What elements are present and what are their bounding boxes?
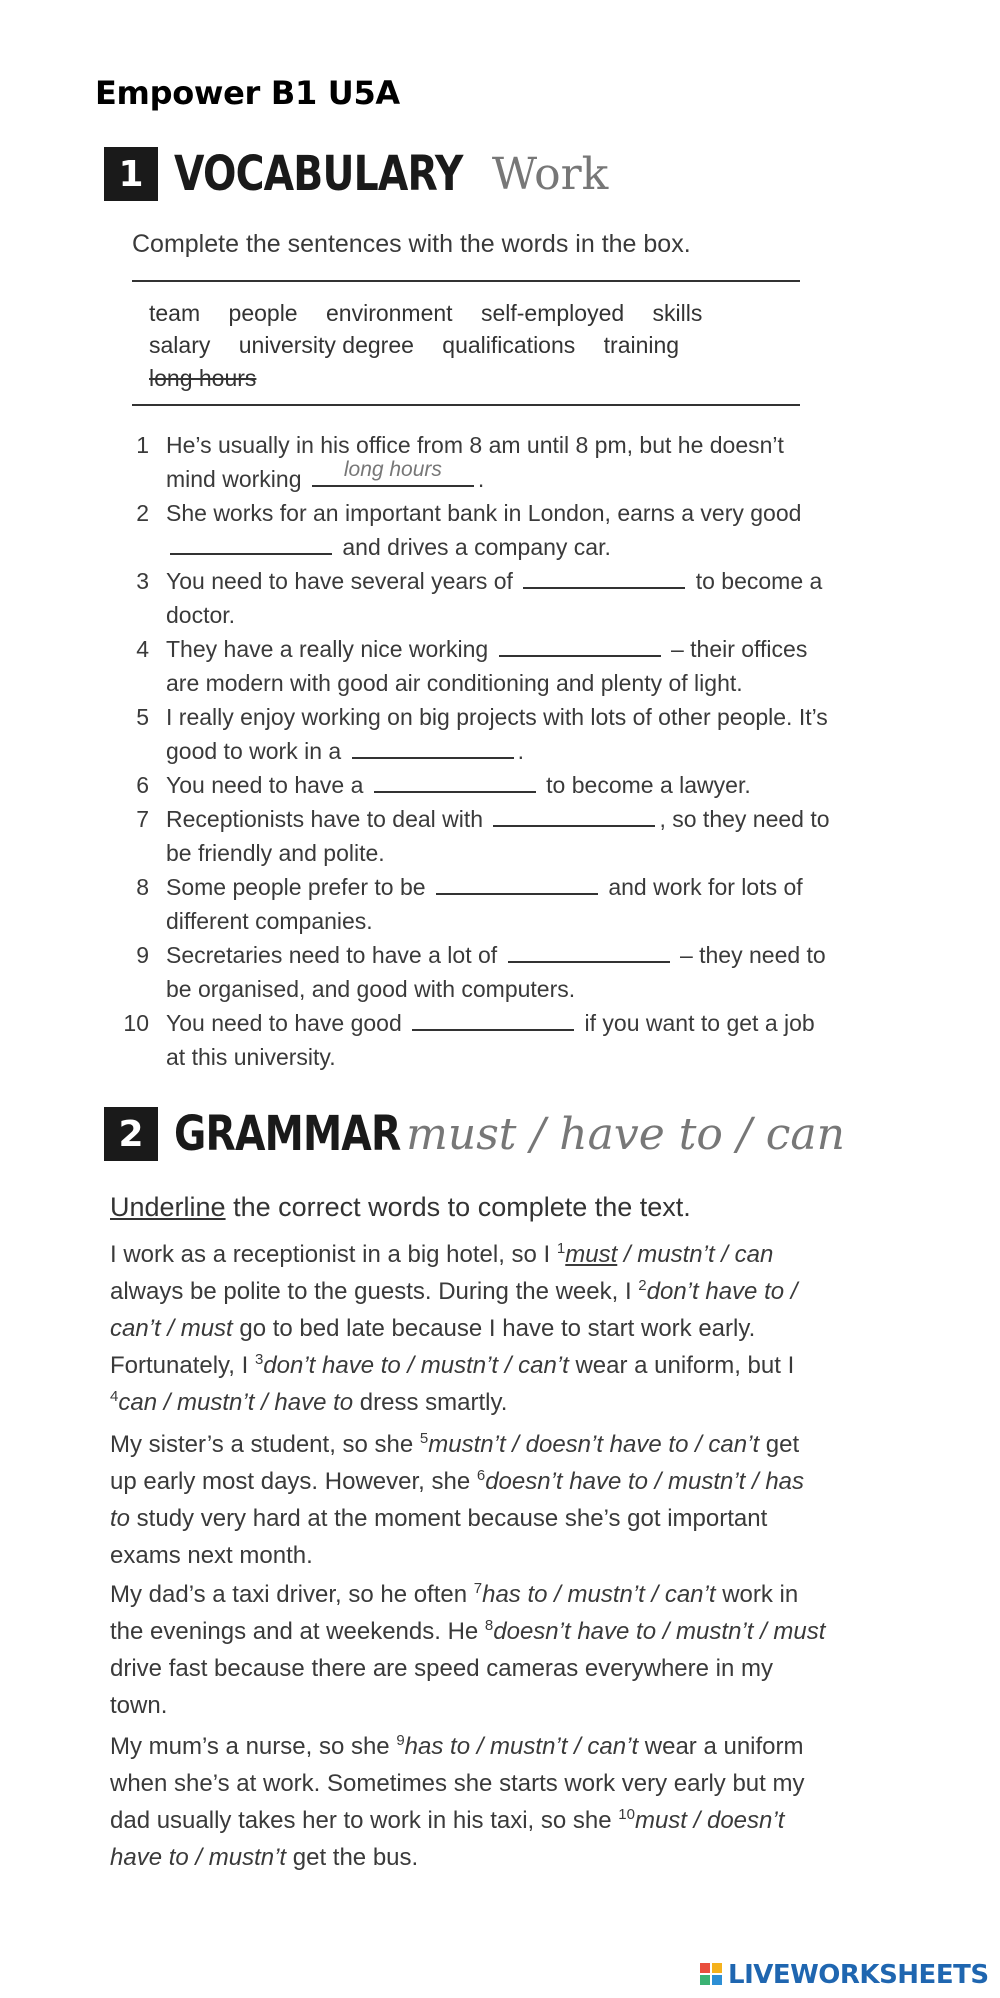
paragraph-text: My dad’s a taxi driver, so he often — [110, 1581, 474, 1608]
answer-options[interactable]: has to / mustn’t / can’t — [482, 1581, 716, 1608]
answer-options[interactable]: doesn’t have to / mustn’t / has to — [110, 1468, 805, 1532]
item-text-before: You need to have good — [166, 1010, 402, 1036]
word-box-item: self-employed — [480, 300, 625, 326]
gap-number: 2 — [638, 1277, 647, 1294]
item-text-after: to become a doctor. — [166, 568, 823, 628]
vocab-item — [115, 564, 835, 632]
item-number: 10 — [123, 1010, 149, 1036]
answer-options[interactable]: don’t have to / mustn’t / can’t — [263, 1352, 569, 1379]
answer-blank[interactable] — [170, 533, 332, 555]
underlined-answer[interactable]: must — [565, 1241, 618, 1268]
answer-blank[interactable] — [493, 805, 655, 827]
section-number-badge: 1 — [104, 147, 158, 201]
vocab-item — [115, 870, 835, 938]
item-number: 3 — [136, 568, 149, 594]
item-number: 2 — [136, 500, 149, 526]
item-text-after: and drives a company car. — [342, 534, 611, 560]
item-number: 8 — [136, 874, 149, 900]
item-text-after: – their offices are modern with good air conditioning and plenty of light. — [166, 636, 808, 696]
item-number: 1 — [136, 432, 149, 458]
paragraph-text: go to bed late because I have to start work early. Fortunately, I — [110, 1315, 756, 1379]
word-box-row — [149, 332, 701, 359]
word-box-item: university degree — [238, 332, 414, 358]
paragraph-text: wear a uniform when she’s at work. Sometimes she starts work very early but my dad usually takes her to work in his taxi, so she — [110, 1733, 805, 1834]
item-text-before: I really enjoy working on big projects with lots of other people. It’s good to work in a — [166, 704, 828, 764]
item-text-before: He’s usually in his office from 8 am until 8 pm, but he doesn’t mind working — [166, 432, 784, 492]
item-text-after: , so they need to be friendly and polite. — [166, 806, 830, 866]
paragraph-text: drive fast because there are speed cameras everywhere in my town. — [110, 1655, 773, 1719]
answer-blank[interactable] — [523, 567, 685, 589]
vocab-item — [115, 768, 835, 802]
vocab-item — [115, 632, 835, 700]
answer-blank[interactable] — [374, 771, 536, 793]
item-text-after: – they need to be organised, and good with computers. — [166, 942, 826, 1002]
gap-number: 7 — [473, 1580, 483, 1597]
gap-number: 8 — [484, 1617, 494, 1634]
grammar-section-header — [104, 1106, 845, 1162]
answer-blank[interactable] — [436, 873, 598, 895]
answer-options[interactable]: must / doesn’t have to / mustn’t — [110, 1807, 785, 1871]
vocab-item — [115, 428, 835, 496]
paragraph-text: My mum’s a nurse, so she — [110, 1733, 397, 1760]
vocab-exercise-list — [115, 428, 835, 1074]
gap-number: 6 — [476, 1467, 486, 1484]
answer-options[interactable]: doesn’t have to / mustn’t / must — [493, 1618, 826, 1645]
item-number: 5 — [136, 704, 149, 730]
word-box-item: qualifications — [442, 332, 576, 358]
answer-blank[interactable] — [312, 458, 474, 487]
grammar-instruction — [110, 1192, 691, 1223]
gap-number: 9 — [396, 1732, 405, 1749]
item-number: 4 — [136, 636, 149, 662]
grammar-paragraph — [110, 1236, 830, 1421]
item-text-before: Some people prefer to be — [166, 874, 426, 900]
item-text-after: and work for lots of different companies. — [166, 874, 803, 934]
answer-options[interactable]: can / mustn’t / have to — [118, 1389, 354, 1416]
gap-number: 1 — [556, 1240, 566, 1257]
section-heading: GRAMMAR — [174, 1106, 401, 1162]
liveworksheets-logo-icon — [700, 1963, 724, 1987]
vocabulary-section-header — [104, 146, 608, 202]
gap-number: 5 — [419, 1430, 429, 1447]
grammar-paragraph — [110, 1576, 830, 1724]
answer-blank[interactable] — [508, 941, 670, 963]
answer-blank[interactable] — [412, 1009, 574, 1031]
paragraph-text: wear a uniform, but I — [568, 1352, 795, 1379]
instruction-text: the correct words to complete the text. — [233, 1192, 691, 1222]
item-text-after: to become a lawyer. — [546, 772, 751, 798]
gap-number: 4 — [110, 1388, 119, 1405]
paragraph-text: always be polite to the guests. During the week, I — [110, 1278, 639, 1305]
page-title: Empower B1 U5A — [95, 74, 400, 112]
vocab-item — [115, 700, 835, 768]
answer-text: long hours — [343, 458, 442, 481]
word-box-row — [149, 300, 724, 327]
item-text-before: She works for an important bank in London, earns a very good — [166, 500, 802, 526]
vocab-item — [115, 496, 835, 564]
item-number: 9 — [136, 942, 149, 968]
item-number: 7 — [136, 806, 149, 832]
item-number: 6 — [136, 772, 149, 798]
item-text-before: You need to have several years of — [166, 568, 513, 594]
brand-name: LIVEWORKSHEETS — [728, 1960, 989, 1990]
word-box — [132, 280, 800, 406]
instruction-underlined-word: Underline — [110, 1192, 226, 1222]
paragraph-text: dress smartly. — [353, 1389, 508, 1416]
item-text-before: They have a really nice working — [166, 636, 489, 662]
answer-options[interactable]: / mustn’t / can — [617, 1241, 774, 1268]
word-box-item: team — [149, 300, 201, 326]
word-box-row — [149, 365, 278, 392]
section-heading: VOCABULARY — [174, 146, 463, 202]
gap-number: 10 — [618, 1806, 635, 1823]
section-topic: must / have to / can — [406, 1108, 845, 1160]
word-box-item: people — [228, 300, 298, 326]
item-text-before: Secretaries need to have a lot of — [166, 942, 498, 968]
answer-options[interactable]: has to / mustn’t / can’t — [404, 1733, 639, 1760]
item-text-after: if you want to get a job at this university. — [166, 1010, 815, 1070]
word-box-item: skills — [652, 300, 703, 326]
word-box-item: salary — [149, 332, 211, 358]
paragraph-text: get up early most days. However, she — [110, 1431, 800, 1495]
vocab-item — [115, 938, 835, 1006]
answer-blank[interactable] — [352, 737, 514, 759]
answer-blank[interactable] — [499, 635, 661, 657]
paragraph-text: study very hard at the moment because she’s got important exams next month. — [110, 1505, 768, 1569]
item-text-before: You need to have a — [166, 772, 364, 798]
item-text-before: Receptionists have to deal with — [166, 806, 484, 832]
item-text-after: . — [517, 738, 524, 764]
paragraph-text: work in the evenings and at weekends. He — [110, 1581, 799, 1645]
paragraph-text: My sister’s a student, so she — [110, 1431, 420, 1458]
paragraph-text: I work as a receptionist in a big hotel, so I — [110, 1241, 557, 1268]
answer-options[interactable]: mustn’t / doesn’t have to / can’t — [428, 1431, 760, 1458]
vocab-item — [115, 1006, 835, 1074]
word-box-item: training — [603, 332, 680, 358]
vocab-instruction: Complete the sentences with the words in the box. — [132, 230, 691, 258]
word-box-item-used: long hours — [149, 365, 257, 391]
liveworksheets-brand[interactable] — [700, 1960, 989, 1990]
grammar-paragraph — [110, 1426, 830, 1574]
word-box-item: environment — [326, 300, 453, 326]
section-topic: Work — [491, 148, 609, 200]
item-text-after: . — [477, 466, 485, 492]
gap-number: 3 — [254, 1351, 264, 1368]
grammar-paragraph — [110, 1728, 830, 1876]
paragraph-text: get the bus. — [286, 1844, 419, 1871]
answer-options[interactable]: don’t have to / can’t / must — [110, 1278, 798, 1342]
vocab-item — [115, 802, 835, 870]
section-number-badge: 2 — [104, 1107, 158, 1161]
